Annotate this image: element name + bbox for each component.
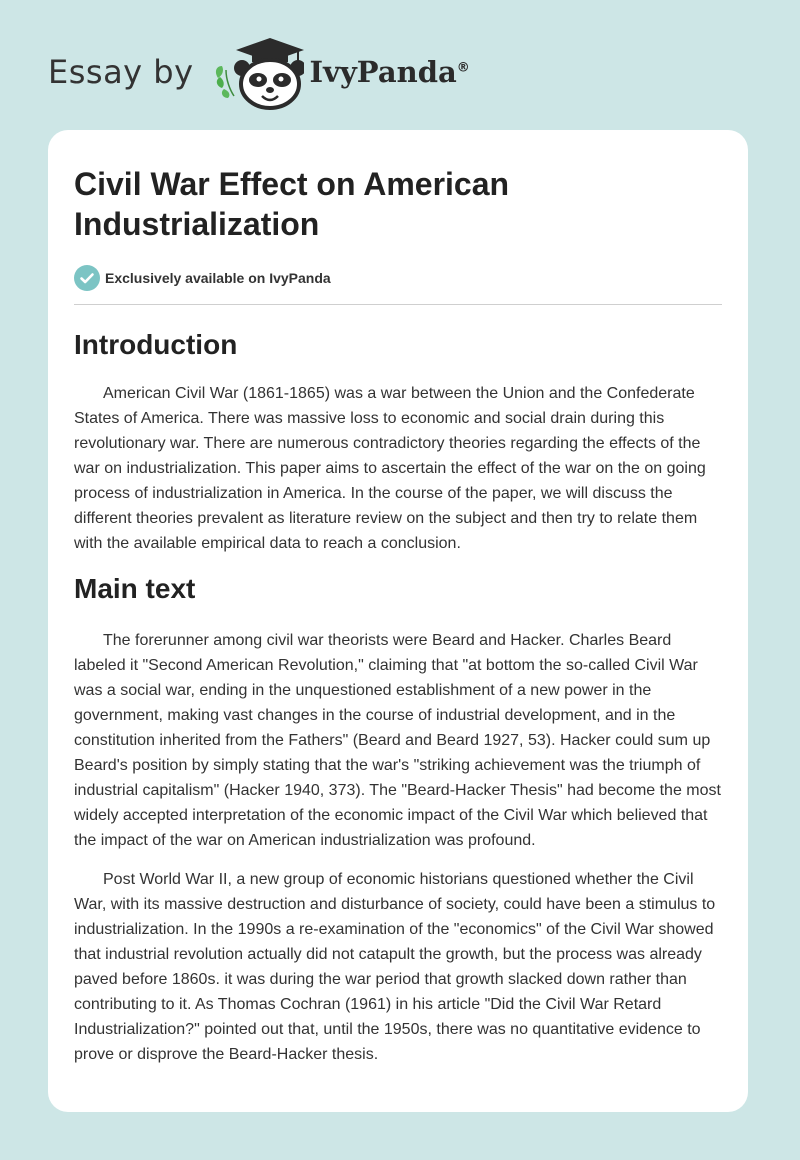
panda-logo-icon	[212, 34, 304, 110]
exclusive-badge	[74, 264, 722, 292]
brand-header[interactable]	[48, 34, 470, 110]
check-circle-icon	[74, 265, 100, 291]
divider	[74, 304, 722, 305]
article-card	[48, 130, 748, 1112]
brand-prefix: Essay by	[48, 53, 194, 91]
section-heading-main-text: Main text	[74, 573, 196, 604]
badge-text: Exclusively available on IvyPanda	[105, 270, 331, 286]
section-heading-introduction: Introduction	[74, 329, 238, 360]
paragraph-introduction: American Civil War (1861-1865) was a war between the Union and the Confederate States of America. There was massive loss to economic and social drain during this revolutionary war. There are numerous contradictory theories regarding the effects of the war on industrialization. This paper aims to ascertain the effect of the war on the on going process of industrialization in America. In the course of the paper, we will discuss the different theories prevalent as literature review on the subject and then try to relate them with the available empirical data to reach a conclusion.	[74, 385, 706, 552]
paragraph-main-text-1: The forerunner among civil war theorists were Beard and Hacker. Charles Beard labeled it "Second American Revolution," claiming that "at bottom the so-called Civil War was a social war, ending in the unquestioned establishment of a new power in the government, making vast changes in the course of industrial development, and in the constitution inherited from the Fathers" (Beard and Beard 1927, 53). Hacker could sum up Beard's position by simply stating that the war's "striking achievement was the triumph of industrial capitalism" (Hacker 1940, 373). The "Beard-Hacker Thesis" had become the most widely accepted interpretation of the economic impact of the Civil War which believed that the impact of the war on American industrialization was profound.	[74, 632, 721, 849]
article-title: Civil War Effect on American Industrialization	[74, 166, 510, 242]
paragraph-main-text-2: Post World War II, a new group of economic historians questioned whether the Civil War, with its massive destruction and disturbance of society, could have been a stimulus to industrialization. In the 1990s a re-examination of the "economics" of the Civil War showed that industrial revolution actually did not catapult the growth, but the process was already paved before 1860s. it was during the war period that growth slacked down rather than contributing to it. As Thomas Cochran (1961) in his article "Did the Civil War Retard Industrialization?" pointed out that, until the 1950s, there was no quantitative evidence to prove or disprove the Beard-Hacker thesis.	[74, 871, 716, 1063]
brand-name: IvyPanda®	[309, 55, 470, 89]
